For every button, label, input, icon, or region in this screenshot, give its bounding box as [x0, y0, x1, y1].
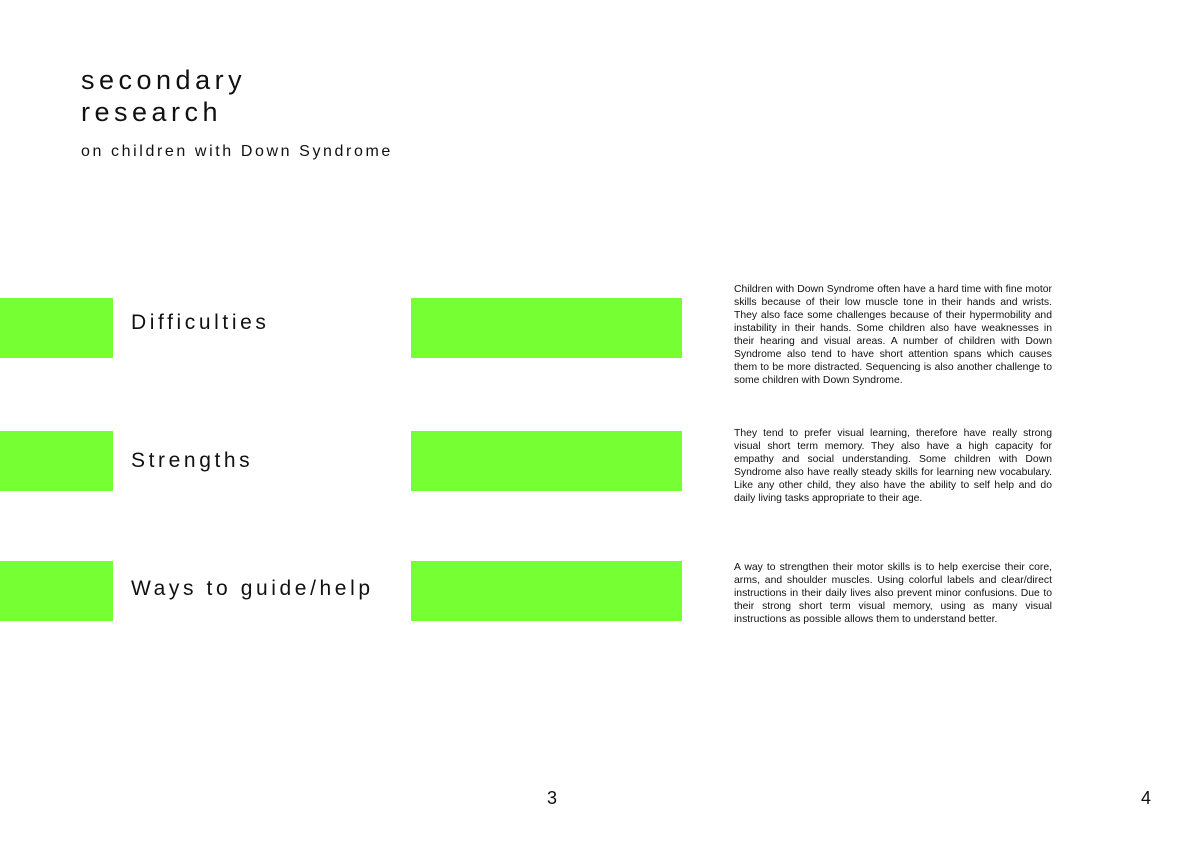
page-number-left: 3: [547, 788, 558, 808]
accent-block-right-difficulties: [411, 298, 682, 358]
page-title: [81, 64, 246, 128]
page-number-right: 4: [1141, 788, 1152, 808]
accent-block-right-ways-to-help: [411, 561, 682, 621]
section-text-difficulties: Children with Down Syndrome often have a hard time with fine motor skills because of their low muscle tone in their hands and wrists. They also face some challenges because of their hypermobility and instability in their hands. Some children also have weaknesses in their hearing and visual areas. A number of children with Down Syndrome also tend to have short attention spans which causes them to be more distracted. Sequencing is also another challenge to some children with Down Syndrome.: [734, 284, 1052, 386]
page-subtitle: on children with Down Syndrome: [81, 143, 393, 160]
title-line-1: secondary: [81, 65, 247, 95]
section-text-strengths: They tend to prefer visual learning, therefore have really strong visual short term memory. They also have a high capacity for empathy and social understanding. Some children with Down Syndrome also have really steady skills for learning new vocabulary. Like any other child, they also have the ability to self help and do daily living tasks appropriate to their age.: [734, 428, 1052, 504]
section-heading-strengths: Strengths: [131, 449, 254, 472]
section-text-ways-to-help: A way to strengthen their motor skills is to help exercise their core, arms, and shoulder muscles. Using colorful labels and clear/direct instructions in their daily lives also prevent minor confusions. Due to their strong short term visual memory, using as many visual instructions as possible allows them to understand better.: [734, 562, 1052, 625]
accent-block-left-strengths: [0, 431, 113, 491]
accent-block-left-difficulties: [0, 298, 113, 358]
title-line-2: research: [81, 97, 223, 127]
section-heading-difficulties: Difficulties: [131, 311, 270, 334]
accent-block-left-ways-to-help: [0, 561, 113, 621]
section-heading-ways-to-help: Ways to guide/help: [131, 577, 374, 600]
accent-block-right-strengths: [411, 431, 682, 491]
